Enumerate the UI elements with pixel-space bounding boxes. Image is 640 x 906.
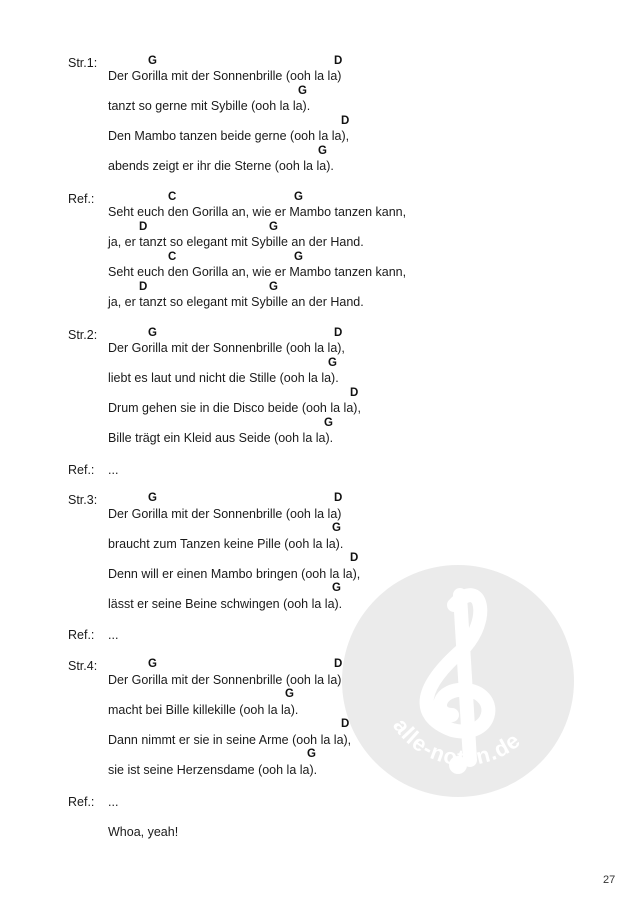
chord: D <box>334 327 343 339</box>
chord: G <box>148 658 157 670</box>
lyric-line: ja, er tanzt so elegant mit Sybille an der Hand. <box>108 295 364 309</box>
chord: G <box>328 357 337 369</box>
repeat-marker: ... <box>108 463 119 477</box>
lyric-line: Dann nimmt er sie in seine Arme (ooh la la), <box>108 733 352 747</box>
lyric-line: Der Gorilla mit der Sonnenbrille (ooh la la) <box>108 507 342 521</box>
section-label: Ref.: <box>68 795 95 809</box>
chord: D <box>334 492 343 504</box>
lyric-line: Denn will er einen Mambo bringen (ooh la la), <box>108 567 361 581</box>
chord: D <box>139 281 148 293</box>
treble-clef-icon <box>342 565 574 797</box>
lyric-line: Der Gorilla mit der Sonnenbrille (ooh la la) <box>108 673 342 687</box>
watermark-badge <box>342 565 574 797</box>
chord: D <box>350 552 359 564</box>
chord: G <box>332 522 341 534</box>
section-label: Str.1: <box>68 56 98 70</box>
svg-text:alle-noten.de <box>388 714 525 771</box>
lyric-line: Den Mambo tanzen beide gerne (ooh la la), <box>108 129 350 143</box>
lyric-line: tanzt so gerne mit Sybille (ooh la la). <box>108 99 311 113</box>
chord: G <box>285 688 294 700</box>
lyric-line: Bille trägt ein Kleid aus Seide (ooh la la). <box>108 431 334 445</box>
page-number: 27 <box>603 874 616 886</box>
repeat-marker: ... <box>108 795 119 809</box>
lyric-line: abends zeigt er ihr die Sterne (ooh la la). <box>108 159 334 173</box>
lyric-line: Drum gehen sie in die Disco beide (ooh la la), <box>108 401 361 415</box>
lyric-line: sie ist seine Herzensdame (ooh la la). <box>108 763 318 777</box>
chord: G <box>294 191 303 203</box>
chord: G <box>269 281 278 293</box>
chord: G <box>324 417 333 429</box>
lyric-line: Der Gorilla mit der Sonnenbrille (ooh la la), <box>108 341 345 355</box>
chord: G <box>294 251 303 263</box>
lyric-line: Seht euch den Gorilla an, wie er Mambo tanzen kann, <box>108 205 407 219</box>
section-label: Ref.: <box>68 628 95 642</box>
outro-line: Whoa, yeah! <box>108 825 179 839</box>
chord: D <box>341 115 350 127</box>
chord: D <box>341 718 350 730</box>
chord: G <box>332 582 341 594</box>
section-label: Str.2: <box>68 328 98 342</box>
chord: G <box>269 221 278 233</box>
section-label: Ref.: <box>68 192 95 206</box>
lyric-line: liebt es laut und nicht die Stille (ooh la la). <box>108 371 339 385</box>
chord: D <box>334 658 343 670</box>
chord: G <box>298 85 307 97</box>
section-label: Str.3: <box>68 493 98 507</box>
chord: G <box>148 327 157 339</box>
lyric-line: Seht euch den Gorilla an, wie er Mambo tanzen kann, <box>108 265 407 279</box>
lyric-line: lässt er seine Beine schwingen (ooh la la). <box>108 597 343 611</box>
lyric-line: Der Gorilla mit der Sonnenbrille (ooh la la) <box>108 69 342 83</box>
lyric-line: braucht zum Tanzen keine Pille (ooh la la). <box>108 537 344 551</box>
lyric-line: ja, er tanzt so elegant mit Sybille an der Hand. <box>108 235 364 249</box>
watermark-text: alle-noten.de <box>388 713 526 771</box>
chord: C <box>168 191 177 203</box>
section-label: Str.4: <box>68 659 98 673</box>
lyric-line: macht bei Bille killekille (ooh la la). <box>108 703 299 717</box>
chord: G <box>148 492 157 504</box>
chord: D <box>350 387 359 399</box>
chord: G <box>307 748 316 760</box>
chord: C <box>168 251 177 263</box>
chord: G <box>318 145 327 157</box>
chord: D <box>139 221 148 233</box>
chord: D <box>334 55 343 67</box>
chord: G <box>148 55 157 67</box>
repeat-marker: ... <box>108 628 119 642</box>
section-label: Ref.: <box>68 463 95 477</box>
